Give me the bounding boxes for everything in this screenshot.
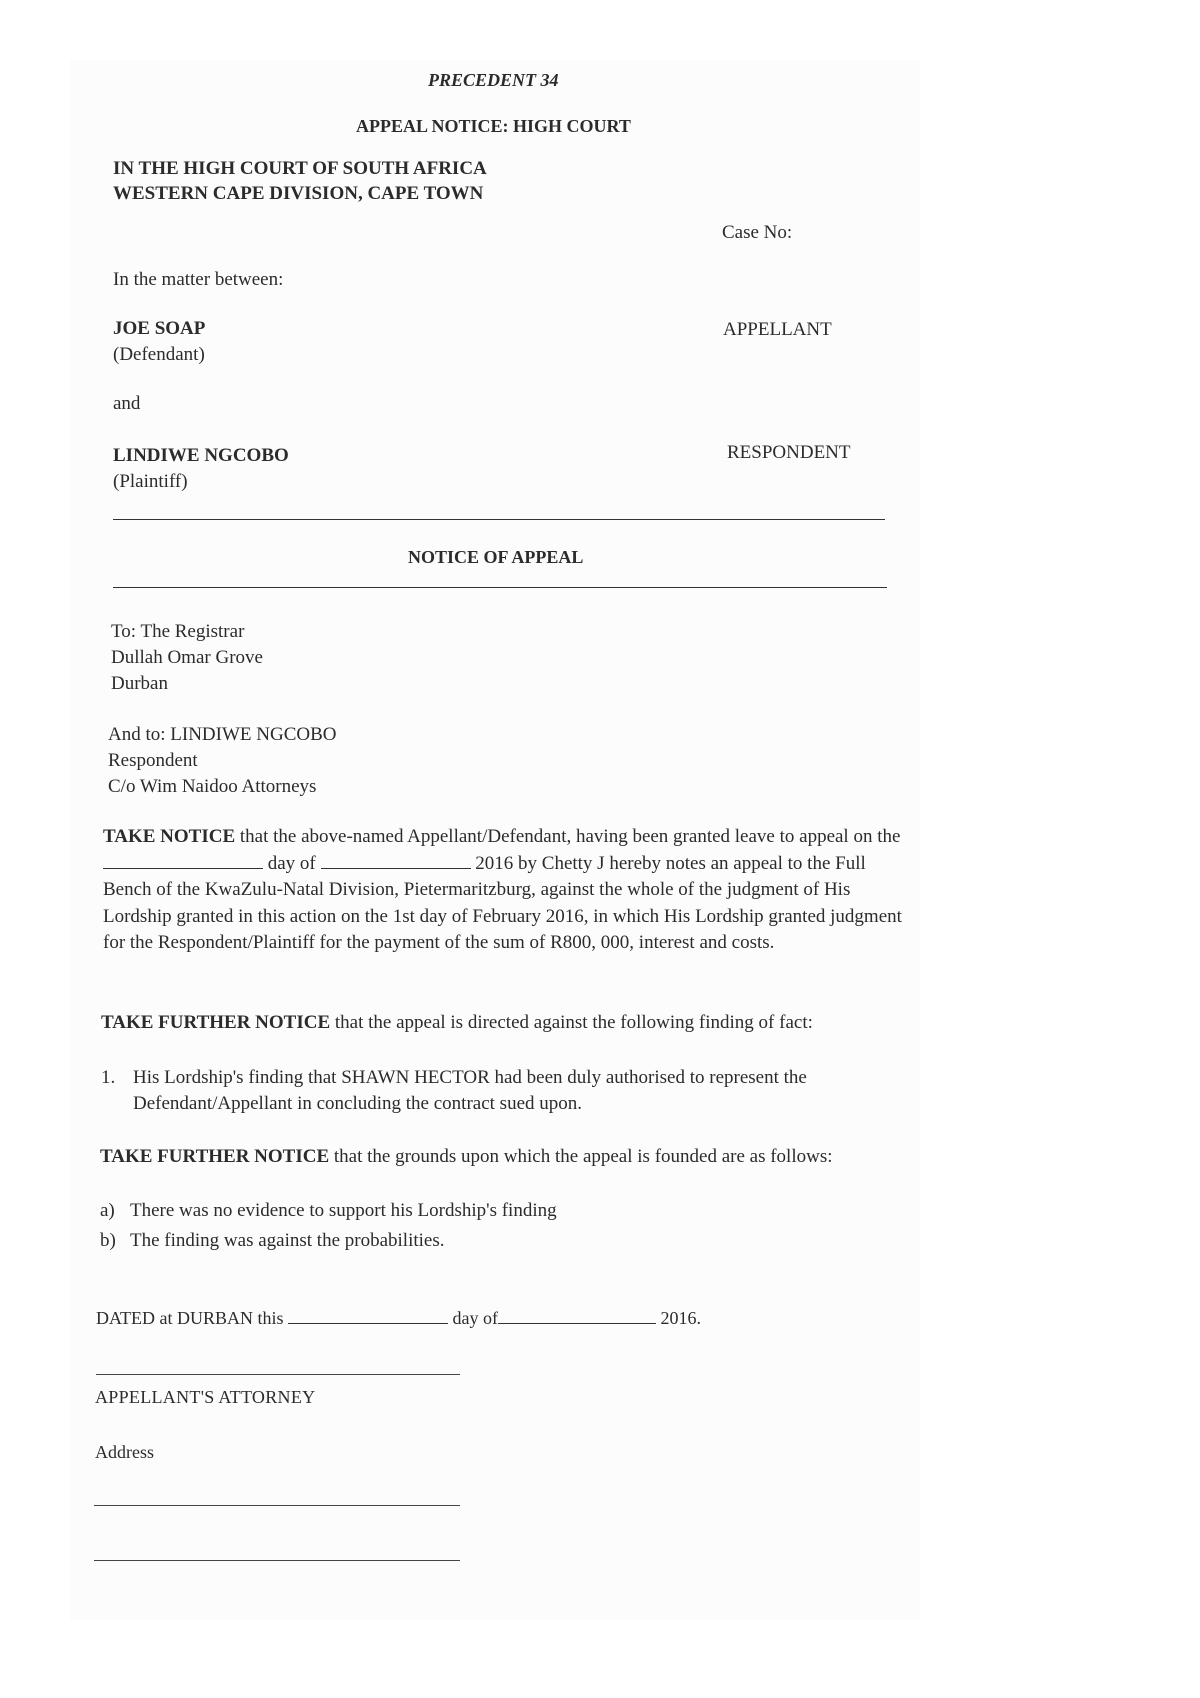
and-to-line-2: Respondent bbox=[108, 750, 198, 771]
finding-number: 1. bbox=[101, 1067, 116, 1088]
dated-day-blank bbox=[288, 1307, 448, 1324]
take-notice-text-2: day of bbox=[263, 852, 321, 874]
dated-line bbox=[96, 1306, 701, 1330]
ground-text: The finding was against the probabilities. bbox=[130, 1230, 445, 1251]
court-name-line1: IN THE HIGH COURT OF SOUTH AFRICA bbox=[113, 158, 487, 179]
respondent-trial-role: (Plaintiff) bbox=[113, 471, 188, 492]
dated-month-blank bbox=[498, 1307, 656, 1324]
further-notice-grounds bbox=[100, 1145, 833, 1169]
ground-label: b) bbox=[100, 1230, 116, 1251]
list-item bbox=[100, 1226, 800, 1256]
date-day-blank bbox=[103, 852, 263, 869]
dated-prefix: DATED at DURBAN this bbox=[96, 1308, 284, 1328]
list-item bbox=[100, 1196, 800, 1226]
court-name-line2: WESTERN CAPE DIVISION, CAPE TOWN bbox=[113, 183, 484, 204]
document-type-heading: APPEAL NOTICE: HIGH COURT bbox=[356, 116, 631, 136]
take-notice-text-3: 2016 by Chetty J hereby notes an appeal to the Full Bench of the KwaZulu-Natal Division, Pietermaritzburg, against the whole of the judgment of His Lordship granted in this action on the 1st day of February 2016, in which His Lordship granted judgment for the Respondent/Plaintiff for the payment of the sum of R800, 000, interest and costs. bbox=[103, 852, 902, 953]
precedent-heading: PRECEDENT 34 bbox=[428, 70, 559, 90]
title-rule-bottom bbox=[113, 587, 887, 588]
notice-title: NOTICE OF APPEAL bbox=[408, 547, 584, 567]
take-notice-lead: TAKE NOTICE bbox=[103, 826, 236, 847]
ground-label: a) bbox=[100, 1200, 115, 1221]
dated-mid: day of bbox=[452, 1308, 498, 1328]
to-line-3: Durban bbox=[111, 673, 168, 694]
and-separator: and bbox=[113, 393, 141, 414]
address-label: Address bbox=[95, 1442, 154, 1462]
further-notice-fact bbox=[101, 1011, 813, 1035]
further-notice-fact-text: that the appeal is directed against the following finding of fact: bbox=[330, 1012, 813, 1033]
further-notice-grounds-lead: TAKE FURTHER NOTICE bbox=[100, 1146, 330, 1167]
list-item bbox=[101, 1065, 907, 1117]
appellant-trial-role: (Defendant) bbox=[113, 344, 205, 365]
matter-between-label: In the matter between: bbox=[113, 269, 284, 290]
appellant-label: APPELLANT bbox=[723, 319, 832, 340]
address-line-2 bbox=[94, 1560, 460, 1561]
take-notice-paragraph bbox=[103, 824, 903, 957]
title-rule-top bbox=[113, 519, 885, 520]
address-line-1 bbox=[94, 1505, 460, 1506]
further-notice-fact-lead: TAKE FURTHER NOTICE bbox=[101, 1012, 331, 1033]
dated-year: 2016. bbox=[660, 1308, 701, 1328]
attorney-label: APPELLANT'S ATTORNEY bbox=[95, 1387, 316, 1407]
appellant-name: JOE SOAP bbox=[113, 318, 206, 339]
ground-text: There was no evidence to support his Lordship's finding bbox=[130, 1200, 557, 1221]
grounds-list bbox=[100, 1196, 800, 1256]
date-month-blank bbox=[321, 852, 471, 869]
further-notice-grounds-text: that the grounds upon which the appeal is founded are as follows: bbox=[329, 1146, 833, 1167]
take-notice-text-1: that the above-named Appellant/Defendant, having been granted leave to appeal on the bbox=[235, 826, 901, 847]
finding-text: His Lordship's finding that SHAWN HECTOR had been duly authorised to represent the Defendant/Appellant in concluding the contract sued upon. bbox=[133, 1067, 807, 1114]
respondent-label: RESPONDENT bbox=[727, 442, 851, 463]
case-number-label: Case No: bbox=[722, 222, 793, 243]
findings-list bbox=[101, 1065, 907, 1117]
and-to-line-3: C/o Wim Naidoo Attorneys bbox=[108, 776, 317, 797]
and-to-line-1: And to: LINDIWE NGCOBO bbox=[108, 724, 337, 745]
respondent-name: LINDIWE NGCOBO bbox=[113, 445, 289, 466]
to-line-2: Dullah Omar Grove bbox=[111, 647, 263, 668]
to-line-1: To: The Registrar bbox=[111, 621, 245, 642]
signature-line bbox=[96, 1374, 460, 1375]
